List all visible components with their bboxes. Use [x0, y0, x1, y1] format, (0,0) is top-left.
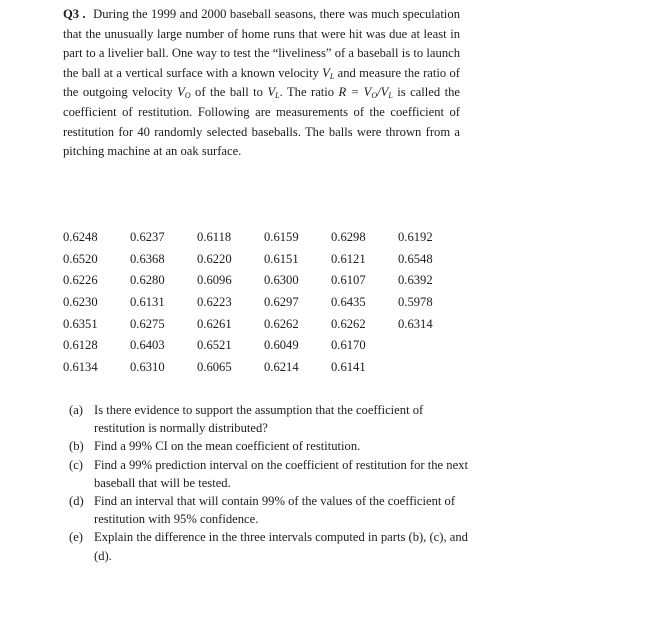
sub-question — [69, 492, 469, 528]
measurement-cell: 0.6298 — [331, 230, 366, 245]
sub-question-text: Find a 99% CI on the mean coefficient of restitution. — [94, 439, 361, 454]
intro-text-5: is called the coefficient of restitution. Following are measurements of the coefficient of restitution for 40 randomly selected baseballs. The balls were thrown from a pitching machine at an oak surface. — [63, 85, 460, 159]
sub-question-label: (b) — [69, 439, 84, 454]
measurement-cell: 0.6128 — [63, 338, 98, 353]
table-row — [63, 227, 465, 249]
measurement-cell: 0.6151 — [264, 251, 299, 266]
sub-question-label: (d) — [69, 494, 84, 509]
measurements-table — [63, 227, 465, 378]
intro-text-1: During the 1999 and 2000 baseball seasons, there was much speculation that the unusually large number of home runs that were hit was due at least in part to a livelier ball. One way to test the “liveliness” of a baseball is to launch the ball at a vertical surface with a known velocity — [63, 7, 460, 80]
measurement-cell: 0.6131 — [130, 295, 165, 310]
sub-question-text: Find a 99% prediction interval on the coefficient of restitution for the next baseball that will be tested. — [94, 457, 468, 490]
measurement-cell: 0.6192 — [398, 230, 433, 245]
measurement-cell: 0.6392 — [398, 273, 433, 288]
measurement-cell: 0.6275 — [130, 316, 165, 331]
measurement-cell: 0.6237 — [130, 230, 165, 245]
sub-question-label: (a) — [69, 403, 83, 417]
measurement-cell: 0.6520 — [63, 251, 98, 266]
sub-question — [69, 401, 469, 437]
measurement-cell: 0.6548 — [398, 251, 433, 266]
measurement-cell: 0.6521 — [197, 338, 232, 353]
measurement-cell: 0.6121 — [331, 251, 366, 266]
intro-text-4: . The ratio — [279, 85, 339, 100]
sub-question-text: Explain the difference in the three intervals computed in parts (b), (c), and (d). — [94, 530, 468, 563]
measurement-cell: 0.6214 — [264, 359, 299, 374]
measurement-cell: 0.6261 — [197, 316, 232, 331]
measurement-cell: 0.6248 — [63, 230, 98, 245]
measurement-cell: 0.6403 — [130, 338, 165, 353]
table-row — [63, 292, 465, 314]
measurement-cell: 0.6280 — [130, 273, 165, 288]
measurement-cell: 0.6300 — [264, 273, 299, 288]
intro-text-2: and measure the ratio of the outgoing velocity — [63, 65, 460, 100]
measurement-cell: 0.6262 — [264, 316, 299, 331]
table-row — [63, 313, 465, 335]
measurement-cell: 0.5978 — [398, 295, 433, 310]
measurement-cell: 0.6230 — [63, 295, 98, 310]
sub-questions — [69, 401, 469, 565]
symbol-v-l-2: $V_L$ — [267, 85, 280, 101]
measurement-cell: 0.6435 — [331, 295, 366, 310]
measurement-cell: 0.6223 — [197, 295, 232, 310]
symbol-v-l: $V_L$ — [322, 65, 335, 81]
measurement-cell: 0.6262 — [331, 316, 366, 331]
measurement-cell: 0.6314 — [398, 316, 433, 331]
sub-question-text: Is there evidence to support the assumption that the coefficient of restitution is normally distributed? — [94, 403, 424, 436]
measurement-cell: 0.6107 — [331, 273, 366, 288]
measurement-cell: 0.6297 — [264, 295, 299, 310]
sub-question — [69, 437, 469, 455]
sub-question — [69, 456, 469, 492]
measurement-cell: 0.6159 — [264, 230, 299, 245]
measurement-cell: 0.6065 — [197, 359, 232, 374]
measurement-cell: 0.6226 — [63, 273, 98, 288]
measurement-cell: 0.6220 — [197, 251, 232, 266]
measurement-cell: 0.6118 — [197, 230, 232, 245]
table-row — [63, 249, 465, 271]
measurement-cell: 0.6134 — [63, 359, 98, 374]
table-row — [63, 357, 465, 379]
measurement-cell: 0.6368 — [130, 251, 165, 266]
measurement-cell: 0.6170 — [331, 338, 366, 353]
sub-question-text: Find an interval that will contain 99% of the values of the coefficient of restitution with 95% confidence. — [94, 494, 456, 527]
measurement-cell: 0.6141 — [331, 359, 366, 374]
table-row — [63, 270, 465, 292]
measurement-cell: 0.6310 — [130, 359, 165, 374]
table-row — [63, 335, 465, 357]
question-number: Q3 . — [63, 7, 86, 21]
ratio-formula: $R = V_O/V_L$ — [338, 85, 393, 101]
sub-question — [69, 528, 469, 564]
problem-statement — [63, 5, 460, 162]
measurement-cell: 0.6351 — [63, 316, 98, 331]
sub-question-label: (c) — [69, 457, 83, 472]
intro-text-3: of the ball to — [190, 85, 268, 100]
sub-question-label: (e) — [69, 530, 83, 545]
measurement-cell: 0.6096 — [197, 273, 232, 288]
measurement-cell: 0.6049 — [264, 338, 299, 353]
symbol-v-o: $V_O$ — [177, 85, 191, 101]
